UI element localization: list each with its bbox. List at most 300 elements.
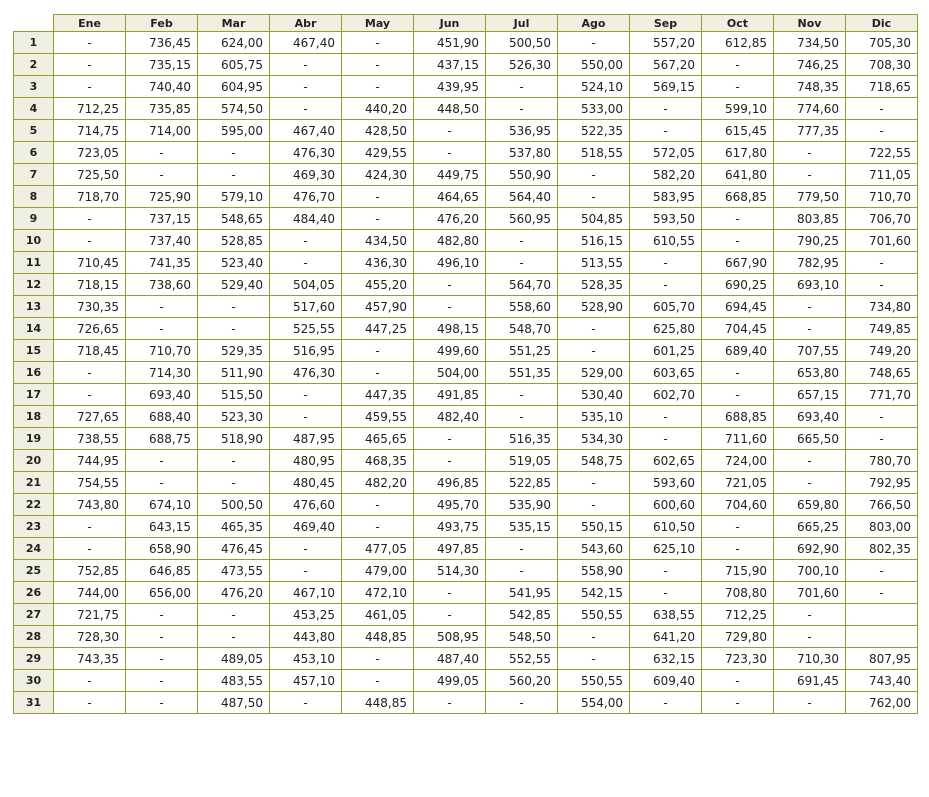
value-cell: 476,70 (270, 186, 342, 208)
value-cell: - (558, 164, 630, 186)
value-cell: 612,85 (702, 32, 774, 54)
day-label: 15 (14, 340, 54, 362)
value-cell: 551,35 (486, 362, 558, 384)
value-cell: 593,60 (630, 472, 702, 494)
day-label: 9 (14, 208, 54, 230)
day-label: 10 (14, 230, 54, 252)
value-cell: 693,40 (126, 384, 198, 406)
value-cell: - (702, 230, 774, 252)
value-cell: 710,70 (846, 186, 918, 208)
value-cell: - (702, 54, 774, 76)
value-cell: 536,95 (486, 120, 558, 142)
value-cell: 484,40 (270, 208, 342, 230)
value-cell: 487,50 (198, 692, 270, 714)
value-cell: - (270, 76, 342, 98)
value-cell: 535,90 (486, 494, 558, 516)
value-cell: 704,45 (702, 318, 774, 340)
day-label: 3 (14, 76, 54, 98)
value-cell: - (702, 362, 774, 384)
day-label: 2 (14, 54, 54, 76)
value-cell: - (414, 120, 486, 142)
value-cell: 511,90 (198, 362, 270, 384)
value-cell: 537,80 (486, 142, 558, 164)
month-header-jul: Jul (486, 15, 558, 32)
value-cell: - (846, 428, 918, 450)
value-cell: 738,60 (126, 274, 198, 296)
day-label: 25 (14, 560, 54, 582)
value-cell: 525,55 (270, 318, 342, 340)
value-cell: 499,05 (414, 670, 486, 692)
value-cell: - (198, 604, 270, 626)
value-cell: 476,60 (270, 494, 342, 516)
value-cell: 740,40 (126, 76, 198, 98)
value-cell: 542,15 (558, 582, 630, 604)
value-cell: 428,50 (342, 120, 414, 142)
value-cell: 564,70 (486, 274, 558, 296)
value-cell: - (774, 472, 846, 494)
table-row (14, 582, 918, 604)
value-cell: 519,05 (486, 450, 558, 472)
value-cell: - (270, 230, 342, 252)
value-cell: 752,85 (54, 560, 126, 582)
value-cell: 572,05 (630, 142, 702, 164)
day-label: 23 (14, 516, 54, 538)
value-cell: - (558, 32, 630, 54)
value-cell: - (342, 670, 414, 692)
table-row (14, 32, 918, 54)
value-cell: - (342, 186, 414, 208)
value-cell: 602,70 (630, 384, 702, 406)
value-cell: 529,35 (198, 340, 270, 362)
value-cell: - (702, 208, 774, 230)
value-cell: - (486, 384, 558, 406)
value-cell: - (54, 384, 126, 406)
value-cell: - (846, 252, 918, 274)
value-cell: - (126, 318, 198, 340)
value-cell: 479,00 (342, 560, 414, 582)
value-cell: 737,40 (126, 230, 198, 252)
value-cell: 749,85 (846, 318, 918, 340)
value-cell: 551,25 (486, 340, 558, 362)
value-cell: 439,95 (414, 76, 486, 98)
value-cell: 659,80 (774, 494, 846, 516)
value-cell: 468,35 (342, 450, 414, 472)
value-cell: 728,30 (54, 626, 126, 648)
table-row (14, 450, 918, 472)
value-cell: - (774, 604, 846, 626)
value-cell: 534,30 (558, 428, 630, 450)
value-cell: 522,35 (558, 120, 630, 142)
value-cell: - (630, 274, 702, 296)
value-cell: 737,15 (126, 208, 198, 230)
value-cell: 560,20 (486, 670, 558, 692)
value-cell: 693,10 (774, 274, 846, 296)
table-row (14, 472, 918, 494)
value-cell: - (846, 274, 918, 296)
value-cell: 523,40 (198, 252, 270, 274)
value-cell: 710,45 (54, 252, 126, 274)
value-cell: 436,30 (342, 252, 414, 274)
value-cell: 807,95 (846, 648, 918, 670)
day-label: 13 (14, 296, 54, 318)
table-row (14, 516, 918, 538)
value-cell: 491,85 (414, 384, 486, 406)
value-cell: 667,90 (702, 252, 774, 274)
value-cell: - (774, 692, 846, 714)
value-cell: 550,55 (558, 670, 630, 692)
table-row (14, 274, 918, 296)
value-cell: - (774, 626, 846, 648)
value-cell: 744,95 (54, 450, 126, 472)
value-cell: - (198, 626, 270, 648)
month-header-dic: Dic (846, 15, 918, 32)
value-cell: 803,85 (774, 208, 846, 230)
table-row (14, 560, 918, 582)
value-cell: 564,40 (486, 186, 558, 208)
value-cell: 777,35 (774, 120, 846, 142)
daily-values-table-container (13, 14, 918, 714)
value-cell: 497,85 (414, 538, 486, 560)
value-cell: 656,00 (126, 582, 198, 604)
value-cell: - (486, 98, 558, 120)
value-cell: 668,85 (702, 186, 774, 208)
value-cell: 615,45 (702, 120, 774, 142)
value-cell: 434,50 (342, 230, 414, 252)
table-row (14, 494, 918, 516)
value-cell: 487,40 (414, 648, 486, 670)
value-cell: 523,30 (198, 406, 270, 428)
value-cell: - (126, 296, 198, 318)
value-cell: 543,60 (558, 538, 630, 560)
value-cell: - (54, 362, 126, 384)
value-cell: - (630, 560, 702, 582)
corner-cell (14, 15, 54, 32)
value-cell: 688,75 (126, 428, 198, 450)
value-cell: 461,05 (342, 604, 414, 626)
value-cell: - (270, 538, 342, 560)
table-row (14, 142, 918, 164)
value-cell: 548,65 (198, 208, 270, 230)
value-cell: 617,80 (702, 142, 774, 164)
value-cell: - (414, 296, 486, 318)
value-cell: - (846, 98, 918, 120)
value-cell: - (486, 560, 558, 582)
value-cell: 524,10 (558, 76, 630, 98)
day-label: 16 (14, 362, 54, 384)
month-header-ene: Ene (54, 15, 126, 32)
value-cell: 700,10 (774, 560, 846, 582)
value-cell: 665,50 (774, 428, 846, 450)
value-cell: 723,05 (54, 142, 126, 164)
value-cell: 710,70 (126, 340, 198, 362)
value-cell: 550,00 (558, 54, 630, 76)
value-cell: - (702, 670, 774, 692)
table-row (14, 252, 918, 274)
table-row (14, 230, 918, 252)
value-cell: 692,90 (774, 538, 846, 560)
table-row (14, 692, 918, 714)
value-cell: 467,40 (270, 120, 342, 142)
table-row (14, 362, 918, 384)
value-cell: 582,20 (630, 164, 702, 186)
day-label: 1 (14, 32, 54, 54)
value-cell: 453,10 (270, 648, 342, 670)
value-cell: 693,40 (774, 406, 846, 428)
value-cell: 708,30 (846, 54, 918, 76)
value-cell: - (558, 472, 630, 494)
value-cell: - (270, 98, 342, 120)
value-cell: 706,70 (846, 208, 918, 230)
value-cell: 500,50 (198, 494, 270, 516)
value-cell: - (270, 384, 342, 406)
value-cell: - (54, 208, 126, 230)
value-cell: - (270, 692, 342, 714)
value-cell: - (630, 406, 702, 428)
value-cell: 641,80 (702, 164, 774, 186)
value-cell: 714,75 (54, 120, 126, 142)
value-cell: 487,95 (270, 428, 342, 450)
value-cell: - (270, 406, 342, 428)
value-cell: 665,25 (774, 516, 846, 538)
value-cell: 625,10 (630, 538, 702, 560)
value-cell: 558,90 (558, 560, 630, 582)
value-cell: 774,60 (774, 98, 846, 120)
value-cell: 723,30 (702, 648, 774, 670)
value-cell: 711,60 (702, 428, 774, 450)
table-row (14, 648, 918, 670)
value-cell: - (342, 494, 414, 516)
value-cell: - (198, 142, 270, 164)
value-cell: 690,25 (702, 274, 774, 296)
day-label: 22 (14, 494, 54, 516)
value-cell: 624,00 (198, 32, 270, 54)
month-header-ago: Ago (558, 15, 630, 32)
value-cell: 455,20 (342, 274, 414, 296)
value-cell: - (126, 670, 198, 692)
value-cell: - (630, 120, 702, 142)
value-cell: 610,55 (630, 230, 702, 252)
value-cell: 548,70 (486, 318, 558, 340)
value-cell: 748,35 (774, 76, 846, 98)
value-cell: 707,55 (774, 340, 846, 362)
value-cell: - (774, 318, 846, 340)
value-cell: 448,85 (342, 692, 414, 714)
value-cell: 477,05 (342, 538, 414, 560)
value-cell: 528,35 (558, 274, 630, 296)
value-cell: 725,50 (54, 164, 126, 186)
value-cell: 602,65 (630, 450, 702, 472)
value-cell: 465,65 (342, 428, 414, 450)
value-cell: 605,70 (630, 296, 702, 318)
value-cell: 457,90 (342, 296, 414, 318)
value-cell: - (342, 340, 414, 362)
value-cell: - (846, 560, 918, 582)
value-cell: - (558, 494, 630, 516)
value-cell: 529,40 (198, 274, 270, 296)
value-cell: - (774, 142, 846, 164)
value-cell: 482,40 (414, 406, 486, 428)
value-cell: - (702, 516, 774, 538)
table-row (14, 340, 918, 362)
value-cell: 550,55 (558, 604, 630, 626)
day-label: 27 (14, 604, 54, 626)
value-cell: - (54, 692, 126, 714)
value-cell: 459,55 (342, 406, 414, 428)
value-cell: - (702, 384, 774, 406)
value-cell: 437,15 (414, 54, 486, 76)
value-cell: - (414, 142, 486, 164)
value-cell: - (126, 604, 198, 626)
value-cell: - (54, 76, 126, 98)
value-cell: - (342, 54, 414, 76)
value-cell: 499,60 (414, 340, 486, 362)
table-row (14, 384, 918, 406)
value-cell: 771,70 (846, 384, 918, 406)
value-cell: 601,25 (630, 340, 702, 362)
value-cell: 609,40 (630, 670, 702, 692)
value-cell: 600,60 (630, 494, 702, 516)
table-row (14, 626, 918, 648)
value-cell: - (126, 142, 198, 164)
value-cell: 604,95 (198, 76, 270, 98)
value-cell: 722,55 (846, 142, 918, 164)
table-row (14, 296, 918, 318)
value-cell: 632,15 (630, 648, 702, 670)
value-cell: 476,45 (198, 538, 270, 560)
value-cell: 701,60 (846, 230, 918, 252)
value-cell: 516,95 (270, 340, 342, 362)
value-cell: 718,45 (54, 340, 126, 362)
value-cell: - (486, 692, 558, 714)
value-cell: - (342, 208, 414, 230)
value-cell: 493,75 (414, 516, 486, 538)
value-cell: 535,15 (486, 516, 558, 538)
value-cell: 802,35 (846, 538, 918, 560)
value-cell: 495,70 (414, 494, 486, 516)
value-cell: 515,50 (198, 384, 270, 406)
value-cell: - (558, 340, 630, 362)
day-label: 28 (14, 626, 54, 648)
value-cell: - (558, 186, 630, 208)
value-cell: 714,30 (126, 362, 198, 384)
value-cell: - (558, 648, 630, 670)
value-cell: 476,30 (270, 142, 342, 164)
table-row (14, 54, 918, 76)
value-cell: 467,10 (270, 582, 342, 604)
value-cell: 579,10 (198, 186, 270, 208)
value-cell: - (702, 692, 774, 714)
value-cell: 457,10 (270, 670, 342, 692)
value-cell: - (486, 252, 558, 274)
value-cell: - (414, 692, 486, 714)
value-cell: - (702, 76, 774, 98)
value-cell: 735,15 (126, 54, 198, 76)
value-cell: 440,20 (342, 98, 414, 120)
table-row (14, 604, 918, 626)
value-cell: 779,50 (774, 186, 846, 208)
value-cell: 734,50 (774, 32, 846, 54)
table-body (14, 32, 918, 714)
value-cell: 552,55 (486, 648, 558, 670)
value-cell: - (54, 230, 126, 252)
table-row (14, 406, 918, 428)
day-label: 7 (14, 164, 54, 186)
day-label: 6 (14, 142, 54, 164)
month-header-abr: Abr (270, 15, 342, 32)
value-cell: 472,10 (342, 582, 414, 604)
value-cell: 743,80 (54, 494, 126, 516)
value-cell: 469,40 (270, 516, 342, 538)
value-cell: 736,45 (126, 32, 198, 54)
value-cell: - (774, 164, 846, 186)
month-header-mar: Mar (198, 15, 270, 32)
value-cell: 735,85 (126, 98, 198, 120)
value-cell: 473,55 (198, 560, 270, 582)
value-cell: 476,30 (270, 362, 342, 384)
value-cell: 638,55 (630, 604, 702, 626)
value-cell (846, 626, 918, 648)
value-cell: 558,60 (486, 296, 558, 318)
value-cell: 464,65 (414, 186, 486, 208)
value-cell: 743,35 (54, 648, 126, 670)
value-cell: 557,20 (630, 32, 702, 54)
table-row (14, 164, 918, 186)
value-cell: 569,15 (630, 76, 702, 98)
day-label: 24 (14, 538, 54, 560)
value-cell: - (126, 692, 198, 714)
value-cell: 718,15 (54, 274, 126, 296)
month-header-oct: Oct (702, 15, 774, 32)
value-cell: 674,10 (126, 494, 198, 516)
value-cell: 530,40 (558, 384, 630, 406)
value-cell: - (630, 428, 702, 450)
value-cell: - (126, 164, 198, 186)
value-cell: 476,20 (198, 582, 270, 604)
value-cell: - (486, 538, 558, 560)
value-cell: 518,90 (198, 428, 270, 450)
value-cell: 508,95 (414, 626, 486, 648)
value-cell: 529,00 (558, 362, 630, 384)
value-cell: - (414, 582, 486, 604)
value-cell: 535,10 (558, 406, 630, 428)
value-cell: 718,70 (54, 186, 126, 208)
value-cell: 711,05 (846, 164, 918, 186)
value-cell: - (486, 406, 558, 428)
value-cell: 550,15 (558, 516, 630, 538)
value-cell: 541,95 (486, 582, 558, 604)
value-cell: 792,95 (846, 472, 918, 494)
table-row (14, 318, 918, 340)
value-cell: - (54, 538, 126, 560)
value-cell: 548,50 (486, 626, 558, 648)
value-cell: 712,25 (702, 604, 774, 626)
day-label: 4 (14, 98, 54, 120)
value-cell: 688,85 (702, 406, 774, 428)
value-cell: 528,85 (198, 230, 270, 252)
value-cell: - (342, 516, 414, 538)
value-cell: 513,55 (558, 252, 630, 274)
value-cell: 429,55 (342, 142, 414, 164)
value-cell: 704,60 (702, 494, 774, 516)
table-row (14, 428, 918, 450)
value-cell: 643,15 (126, 516, 198, 538)
value-cell: 714,00 (126, 120, 198, 142)
value-cell: 710,30 (774, 648, 846, 670)
day-label: 26 (14, 582, 54, 604)
value-cell: - (846, 120, 918, 142)
value-cell: 782,95 (774, 252, 846, 274)
value-cell: - (558, 318, 630, 340)
